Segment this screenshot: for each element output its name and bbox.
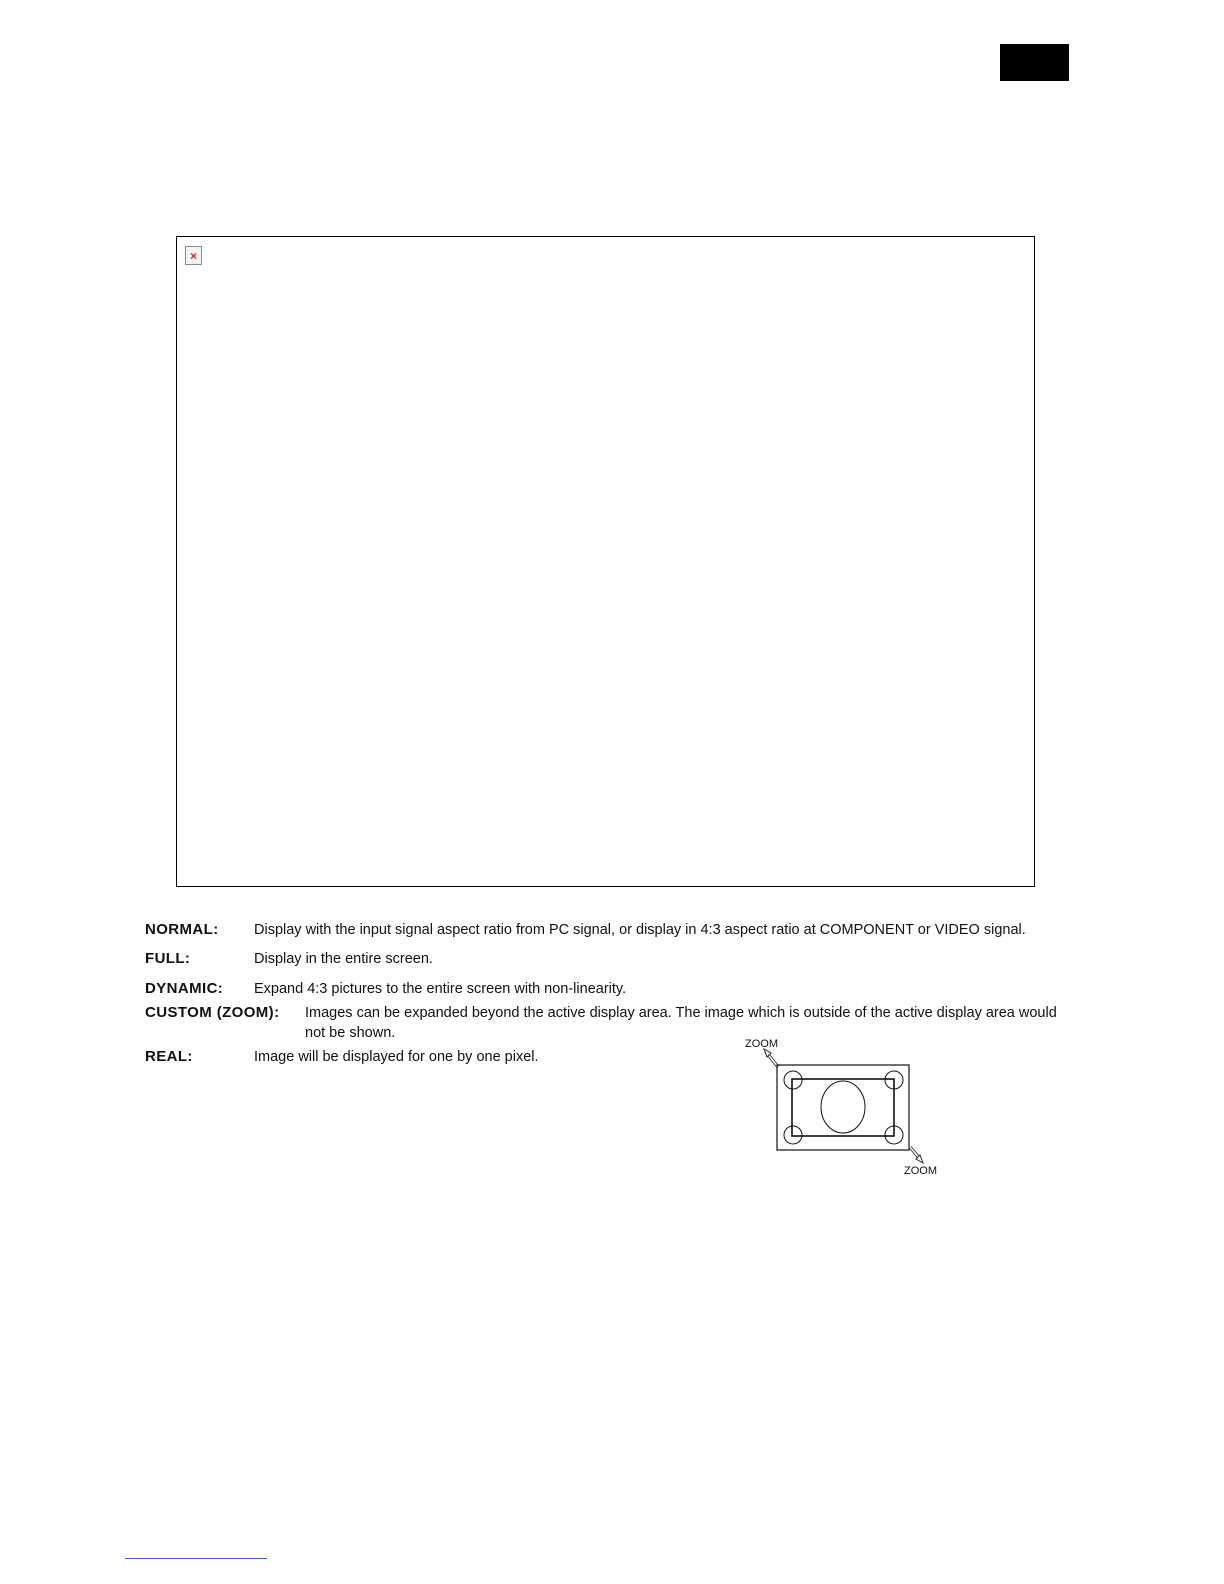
picture-ellipse [821,1081,865,1133]
outer-screen-frame [777,1065,909,1150]
definition-term: NORMAL: [145,921,219,938]
definition-description: Display with the input signal aspect ratio from PC signal, or display in 4:3 aspect ratio at COMPONENT or VIDEO signal. [254,922,1026,938]
zoom-label-top: ZOOM [745,1038,778,1050]
definition-description: Image will be displayed for one by one pixel. [254,1049,539,1065]
active-display-area [792,1079,894,1136]
definition-description: Display in the entire screen. [254,951,433,967]
corner-handle-icon [784,1126,802,1144]
zoom-arrow-bottom-icon [910,1147,923,1163]
corner-handle-icon [784,1071,802,1089]
page-corner-tab [1000,44,1069,81]
figure-frame [176,236,1035,887]
definition-term: FULL: [145,950,191,967]
definition-description: Expand 4:3 pictures to the entire screen with non-linearity. [254,981,627,997]
zoom-arrow-top-icon [764,1049,778,1067]
definition-term: REAL: [145,1048,193,1065]
definition-description: Images can be expanded beyond the active display area. The image which is outside of the active display area would not be shown. [305,1005,1057,1041]
zoom-diagram [740,1035,950,1180]
definition-term: CUSTOM (ZOOM): [145,1004,280,1021]
definition-term: DYNAMIC: [145,980,224,997]
footer-rule [125,1558,267,1559]
broken-image-icon [185,246,202,265]
broken-image-glyph: × [189,248,197,263]
zoom-label-bottom: ZOOM [904,1165,937,1177]
